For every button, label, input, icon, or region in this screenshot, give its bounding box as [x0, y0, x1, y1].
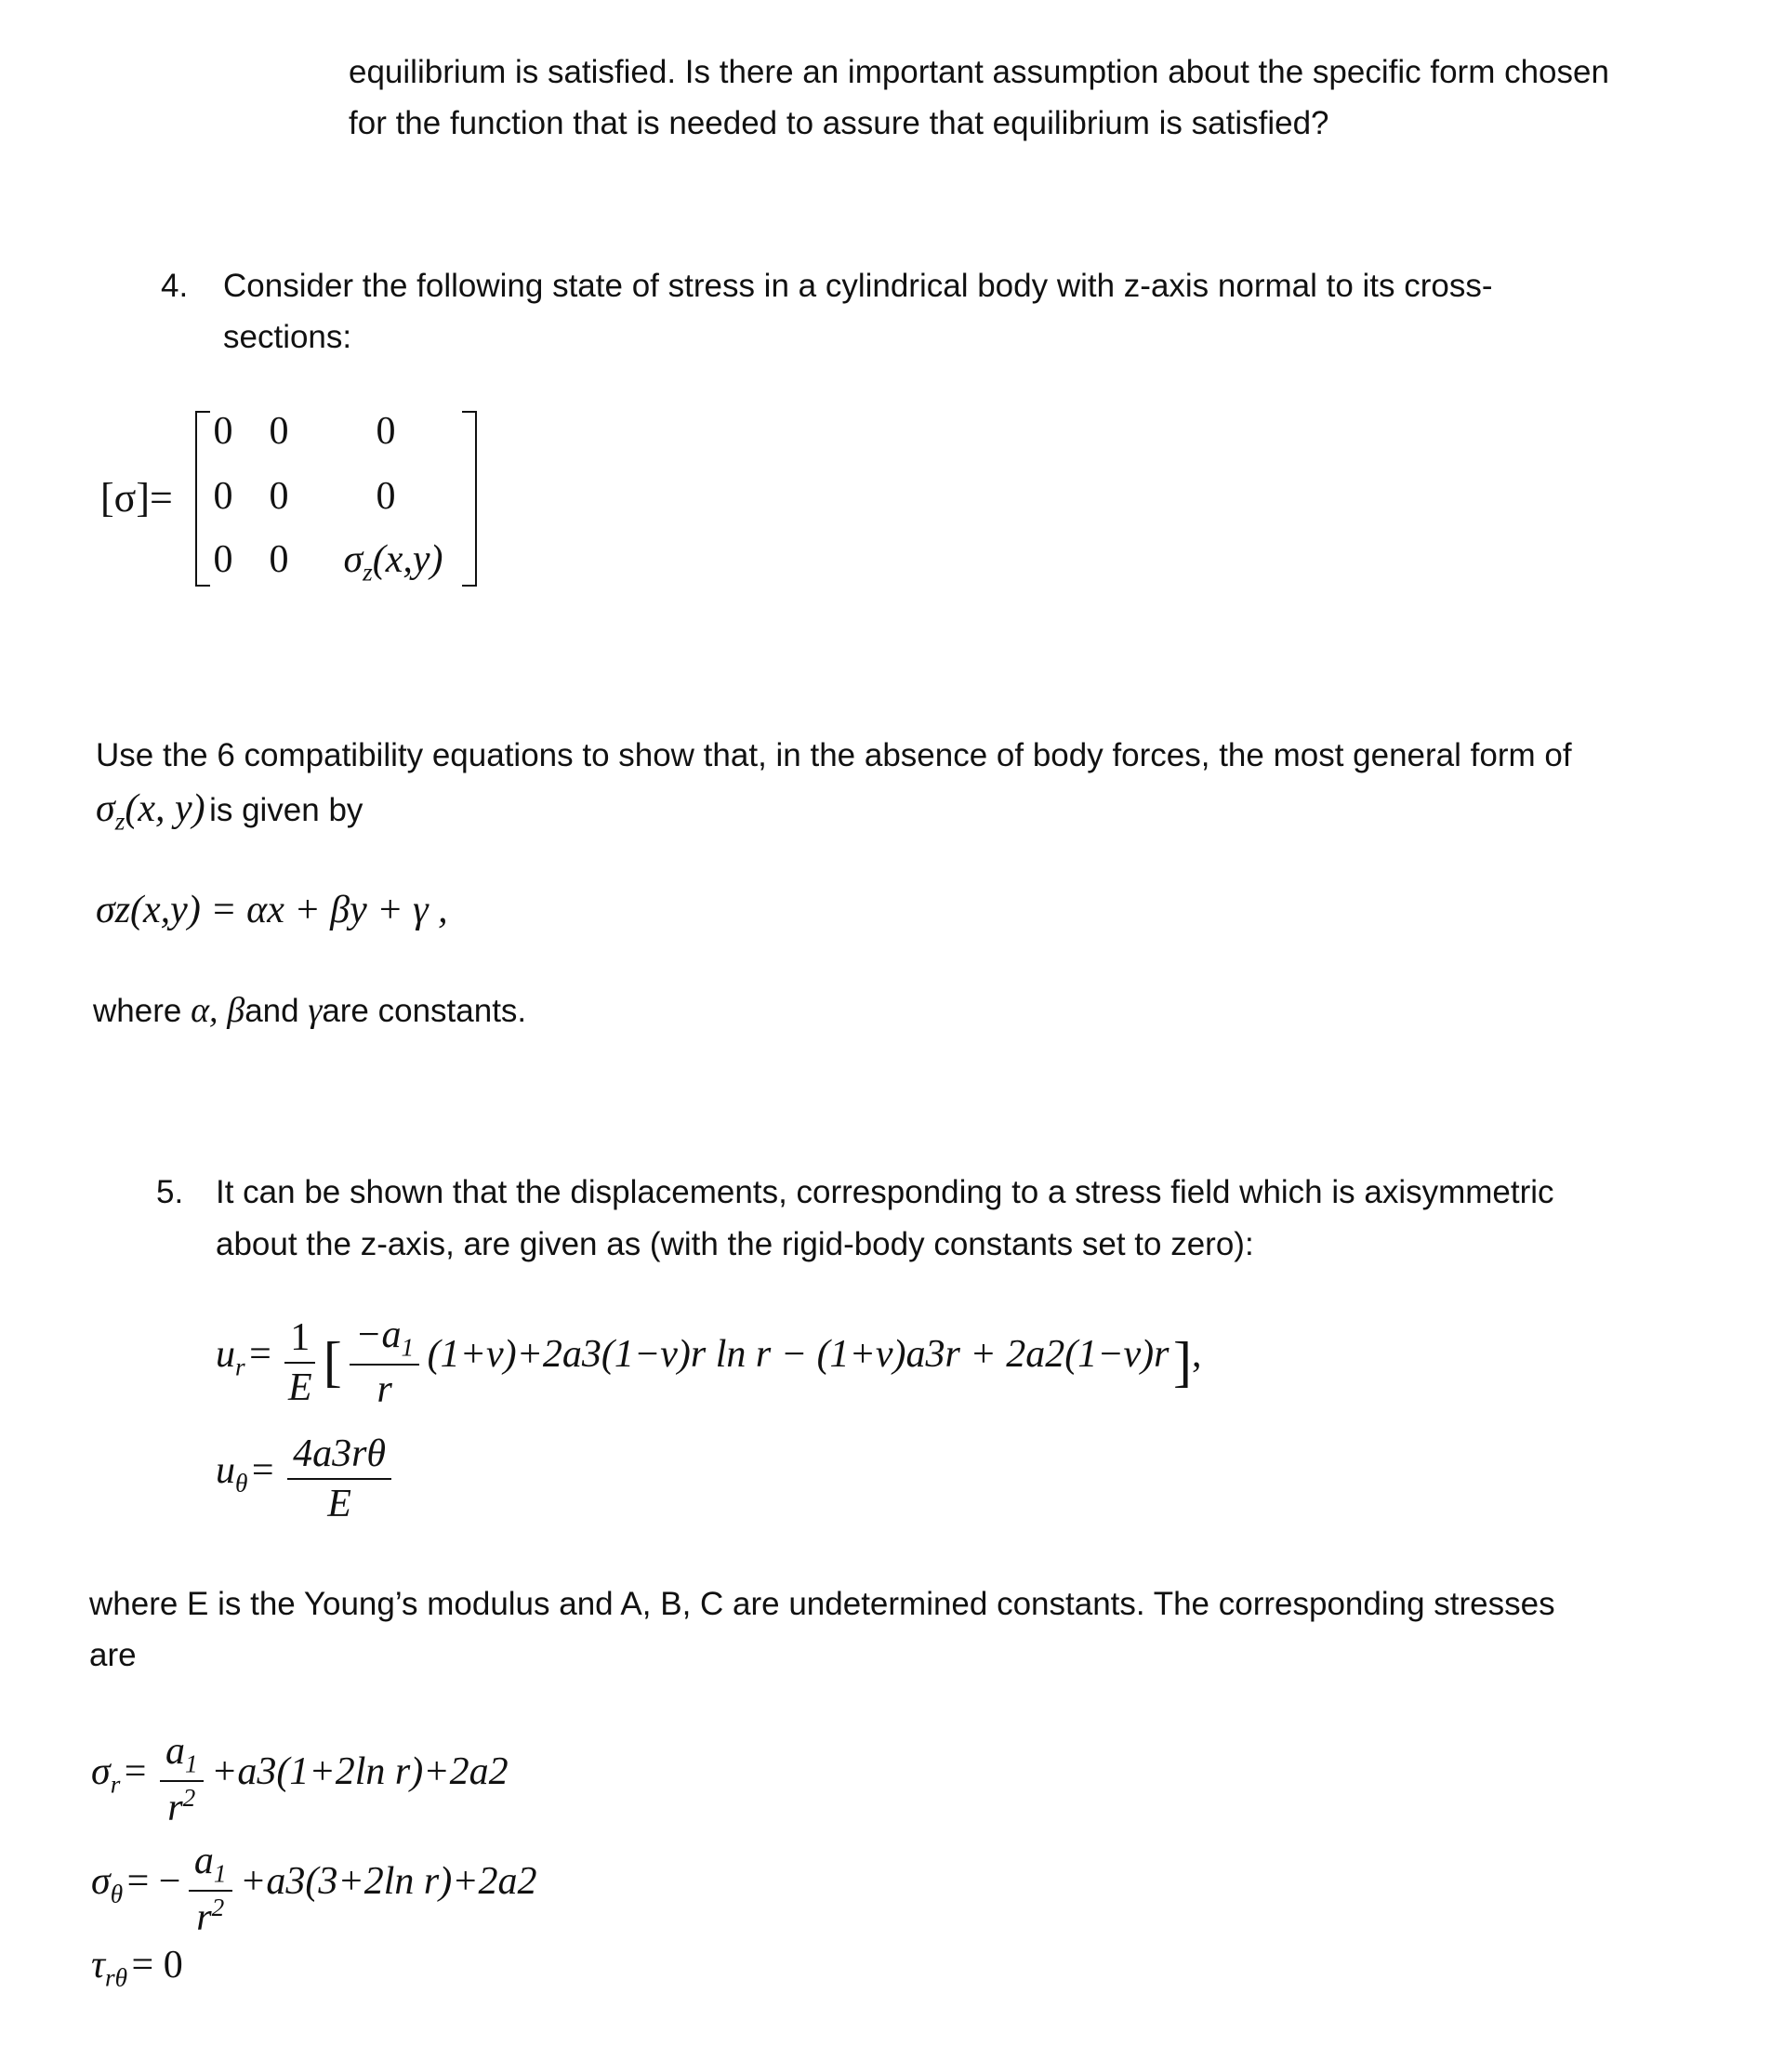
u-r-equation: $u_r$ = $\frac{1}{E}$ [ $\frac{-a_1}{r}$ (1+ν)+2a3(1−ν)r ln r − (1+ν)a3r + 2a2(1−ν)r ],	[216, 1313, 1202, 1412]
matrix-cell: 0	[213, 475, 233, 518]
matrix-cell: 0	[376, 475, 396, 518]
problem-4-text-line-2: $\sigma_z(x$, y) is given by	[96, 787, 363, 836]
problem-4-number: 4.	[161, 268, 189, 304]
intro-line-2: for the function that is needed to assure that equilibrium is satisfied?	[349, 105, 1329, 141]
problem-4-equation: σz(x,y) = αx + βy + γ ,	[96, 889, 448, 931]
problem-5-line-2: about the z-axis, are given as (with the rigid-body constants set to zero):	[216, 1226, 1254, 1262]
u-theta-equation: $u_\theta$ = $\frac{4a3r\theta}{E}$	[216, 1432, 395, 1526]
intro-line-1: equilibrium is satisfied. Is there an important assumption about the specific form chosen	[349, 54, 1609, 90]
sigma-r-equation: $\sigma_r$ = $\frac{a_1}{r^2}$ +a3(1+2ln r)+2a2	[91, 1730, 509, 1830]
problem-4-line-2: sections:	[223, 319, 352, 355]
matrix-cell-sigma-z: $\sigma_z(x,y)$	[343, 538, 443, 587]
problem-4-line-1: Consider the following state of stress in a cylindrical body with z-axis normal to its cross-	[223, 268, 1493, 304]
problem-5-where-line-2: are	[89, 1637, 137, 1673]
problem-4-text-line-1: Use the 6 compatibility equations to show that, in the absence of body forces, the most general form of	[96, 737, 1572, 773]
problem-5-where-line-1: where E is the Young’s modulus and A, B, C are undetermined constants. The corresponding stresses	[89, 1586, 1555, 1622]
problem-5-number: 5.	[156, 1174, 184, 1210]
matrix-cell: 0	[269, 475, 289, 518]
tau-r-theta-equation: $\tau_{r\theta} = 0$	[91, 1944, 183, 1992]
matrix-label: [σ]=	[100, 475, 173, 521]
matrix-cell: 0	[376, 410, 396, 453]
matrix-left-bracket	[195, 411, 210, 587]
problem-5-line-1: It can be shown that the displacements, corresponding to a stress field which is axisymmetric	[216, 1174, 1554, 1210]
sigma-theta-equation: $\sigma_\theta$ = − $\frac{a_1}{r^2}$ +a3(3+2ln r)+2a2	[91, 1840, 537, 1940]
matrix-cell: 0	[269, 410, 289, 453]
problem-4-where-line: where α, βand γare constants.	[93, 991, 527, 1030]
matrix-cell: 0	[213, 538, 233, 581]
matrix-right-bracket	[462, 411, 477, 587]
matrix-cell: 0	[269, 538, 289, 581]
matrix-cell: 0	[213, 410, 233, 453]
